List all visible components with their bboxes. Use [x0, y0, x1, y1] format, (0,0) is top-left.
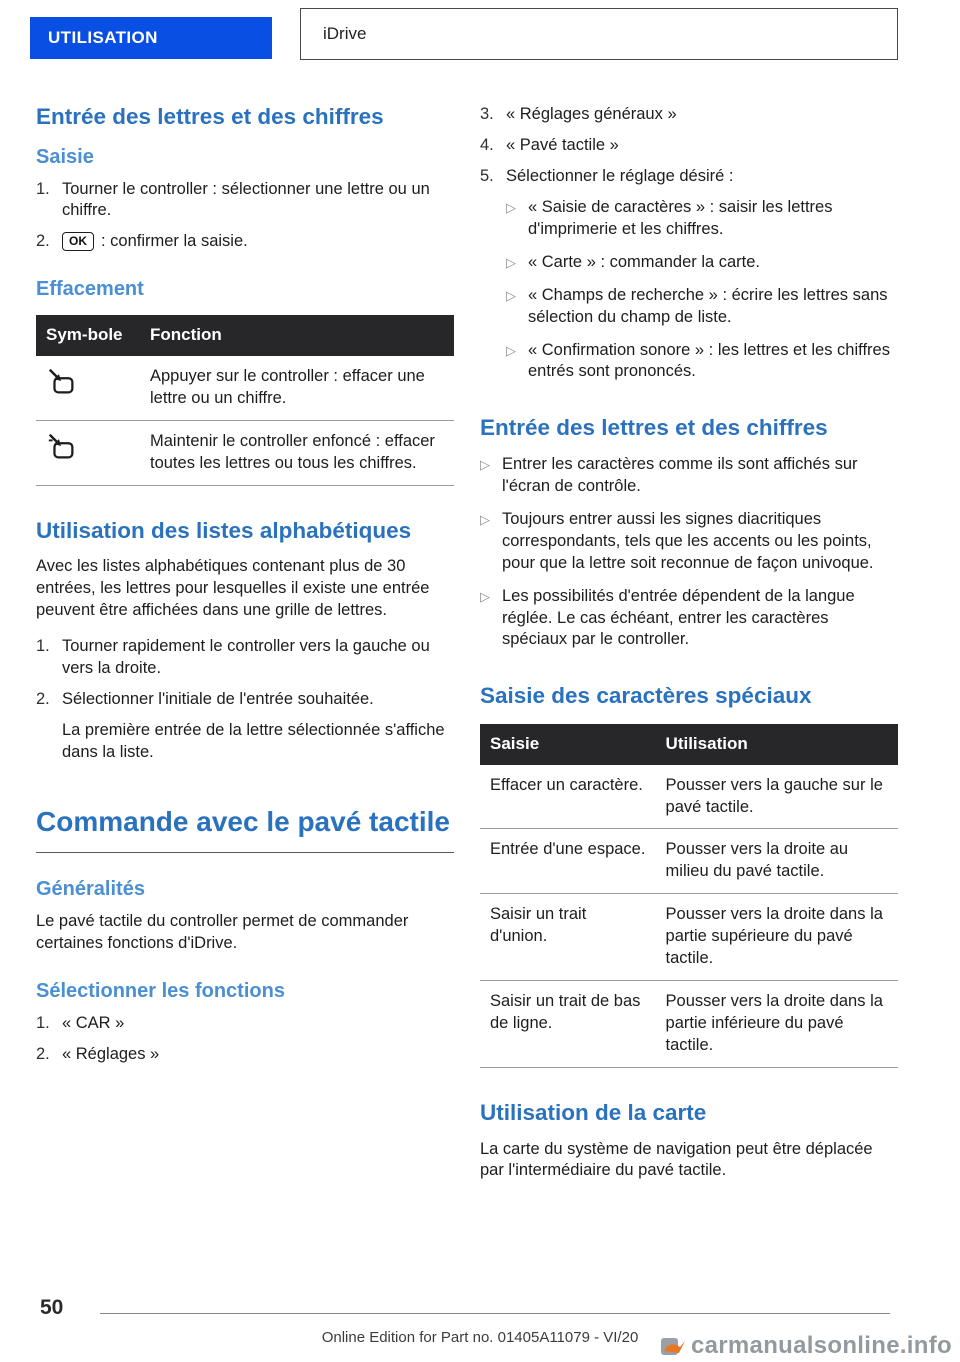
list-item [480, 135, 898, 157]
bullet-text: Les possibilités d'entrée dépendent de la langue réglée. Le cas échéant, entrer les caractères spéciaux par le controller. [502, 586, 855, 649]
table-row [480, 829, 898, 894]
ok-button-icon: OK [62, 232, 94, 251]
heading-utilisation-carte: Utilisation de la carte [480, 1099, 707, 1125]
list-item [36, 179, 454, 223]
table-cell: Pousser vers la droite dans la partie inférieure du pavé tactile. [656, 981, 898, 1068]
paragraph: Avec les listes alphabétiques contenant plus de 30 entrées, les lettres pour lesquelles il existe une entrée peuvent être affichées dans une grille de lettres. [36, 557, 430, 620]
triangle-bullet-icon: ▷ [480, 588, 490, 604]
section-tab: UTILISATION [30, 17, 272, 59]
bullet-text: « Carte » : commander la carte. [528, 252, 761, 271]
watermark-logo-icon [660, 1334, 686, 1358]
table-row [480, 981, 898, 1068]
step-text: Sélectionner le réglage désiré : [506, 166, 734, 185]
triangle-bullet-icon: ▷ [506, 287, 516, 303]
table-row [480, 765, 898, 829]
step-number: 2. [36, 689, 50, 708]
list-item [36, 636, 454, 680]
triangle-bullet-icon: ▷ [506, 342, 516, 358]
table-row [480, 894, 898, 981]
heading-listes-alphabetiques: Utilisation des listes alphabétiques [36, 517, 412, 543]
triangle-bullet-icon: ▷ [506, 199, 516, 215]
triangle-bullet-icon: ▷ [480, 511, 490, 527]
special-characters-table [480, 724, 898, 1068]
heading-commande-pave-tactile: Commande avec le pavé tactile [36, 806, 454, 853]
chapter-box [300, 8, 898, 60]
table-row [36, 356, 454, 420]
table-cell: Effacer un caractère. [480, 765, 656, 829]
table-header-fonction: Fonction [140, 315, 454, 356]
paragraph: La carte du système de navigation peut être déplacée par l'intermédiaire du pavé tactile. [480, 1139, 873, 1180]
list-item [480, 509, 898, 575]
list-item [506, 340, 898, 384]
step-number: 1. [36, 179, 50, 198]
footer-rule [100, 1313, 890, 1314]
controller-press-icon [46, 366, 78, 398]
step-text: « CAR » [62, 1013, 125, 1032]
step-text-part: : confirmer la saisie. [101, 232, 248, 251]
table-cell: Entrée d'une espace. [480, 829, 656, 894]
step-text: Tourner rapidement le controller vers la gauche ou vers la droite. [62, 637, 430, 678]
chapter-title: iDrive [323, 24, 367, 43]
triangle-bullet-icon: ▷ [480, 456, 490, 472]
heading-saisie: Saisie [36, 145, 94, 168]
step-text: Tourner le controller : sélectionner une lettre ou un chiffre. [62, 179, 430, 220]
controller-hold-icon [46, 431, 78, 463]
bullet-text: « Confirmation sonore » : les lettres et les chiffres entrés sont prononcés. [528, 340, 890, 381]
heading-caracteres-speciaux: Saisie des caractères spéciaux [480, 683, 812, 709]
watermark [660, 1332, 952, 1360]
table-cell: Pousser vers la droite au milieu du pavé tactile. [656, 829, 898, 894]
symbol-function-table [36, 315, 454, 485]
heading-selectionner-fonctions: Sélectionner les fonctions [36, 979, 285, 1002]
list-item [36, 1013, 454, 1035]
step-text [62, 231, 454, 253]
step-number: 5. [480, 166, 494, 185]
step-number: 1. [36, 637, 50, 656]
bullet-text: « Champs de recherche » : écrire les lettres sans sélection du champ de liste. [528, 285, 888, 326]
triangle-bullet-icon: ▷ [506, 254, 516, 270]
heading-entree-lettres-2: Entrée des lettres et des chiffres [480, 415, 828, 441]
step-text: « Pavé tactile » [506, 135, 619, 154]
table-header-symbole: Sym-bole [36, 315, 140, 356]
heading-entree-lettres: Entrée des lettres et des chiffres [36, 104, 384, 129]
watermark-text: carmanualsonline.info [690, 1332, 952, 1359]
table-cell: Saisir un trait de bas de ligne. [480, 981, 656, 1068]
table-cell: Appuyer sur le controller : effacer une lettre ou un chiffre. [140, 356, 454, 420]
list-item [480, 166, 898, 188]
heading-generalites: Généralités [36, 877, 145, 900]
heading-effacement: Effacement [36, 278, 144, 301]
step-number: 4. [480, 135, 494, 154]
table-row [36, 420, 454, 485]
paragraph: Le pavé tactile du controller permet de commander certaines fonctions d'iDrive. [36, 911, 409, 952]
list-item [36, 689, 454, 711]
table-header-utilisation: Utilisation [656, 724, 898, 765]
step-text: « Réglages généraux » [506, 105, 677, 123]
list-item [36, 1044, 454, 1066]
page-number: 50 [40, 1296, 64, 1319]
list-item [36, 231, 454, 253]
step-number: 1. [36, 1013, 50, 1032]
table-cell: Saisir un trait d'union. [480, 894, 656, 981]
table-cell: Pousser vers la gauche sur le pavé tactile. [656, 765, 898, 829]
list-item [506, 197, 898, 241]
table-header-saisie: Saisie [480, 724, 656, 765]
step-number: 2. [36, 1044, 50, 1063]
list-item [480, 104, 898, 126]
list-item [506, 252, 898, 274]
bullet-text: « Saisie de caractères » : saisir les lettres d'imprimerie et les chiffres. [528, 197, 833, 238]
edition-note: Online Edition for Part no. 01405A11079 - VI/20 [321, 1329, 639, 1346]
step-number: 2. [36, 232, 50, 251]
step-text: « Réglages » [62, 1044, 160, 1063]
bullet-text: Toujours entrer aussi les signes diacritiques correspondants, tels que les accents ou les points, pour que la lettre soit reconnue de façon univoque. [502, 509, 874, 572]
table-cell: Pousser vers la droite dans la partie supérieure du pavé tactile. [656, 894, 898, 981]
list-item [480, 454, 898, 498]
right-column [480, 104, 898, 1192]
bullet-text: Entrer les caractères comme ils sont affichés sur l'écran de contrôle. [502, 454, 858, 495]
content-columns [36, 104, 898, 1192]
list-item [480, 586, 898, 652]
page-header [0, 0, 960, 64]
step-text: Sélectionner l'initiale de l'entrée souhaitée. [62, 689, 374, 708]
list-item [506, 285, 898, 329]
step-number: 3. [480, 105, 494, 123]
step-note: La première entrée de la lettre sélectionnée s'affiche dans la liste. [62, 720, 445, 761]
left-column [36, 104, 454, 1192]
table-cell: Maintenir le controller enfoncé : effacer toutes les lettres ou tous les chiffres. [140, 420, 454, 485]
